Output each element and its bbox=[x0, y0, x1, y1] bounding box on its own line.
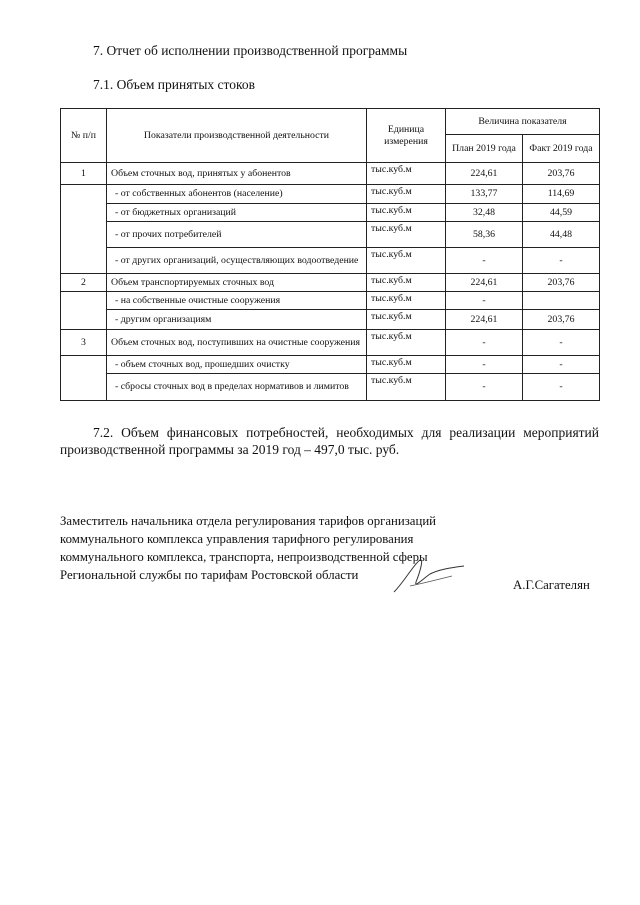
row-plan: 58,36 bbox=[446, 222, 523, 248]
header-unit: Единица измерения bbox=[367, 109, 446, 163]
table-row bbox=[61, 185, 600, 204]
row-unit: тыс.куб.м bbox=[367, 356, 446, 374]
row-plan: 224,61 bbox=[446, 310, 523, 330]
header-value-group: Величина показателя bbox=[446, 109, 600, 135]
section-heading: 7. Отчет об исполнении производственной программы bbox=[93, 43, 408, 58]
row-plan: - bbox=[446, 374, 523, 401]
row-name: - от прочих потребителей bbox=[107, 222, 367, 248]
row-fact: - bbox=[523, 248, 600, 274]
row-fact bbox=[523, 292, 600, 310]
row-name: - объем сточных вод, прошедших очистку bbox=[107, 356, 367, 374]
row-num: 3 bbox=[61, 330, 107, 356]
table-row bbox=[61, 222, 600, 248]
signatory-name: А.Г.Сагателян bbox=[513, 578, 590, 592]
row-fact: - bbox=[523, 356, 600, 374]
row-unit: тыс.куб.м bbox=[367, 204, 446, 222]
row-unit: тыс.куб.м bbox=[367, 292, 446, 310]
row-plan: - bbox=[446, 248, 523, 274]
row-num: 2 bbox=[61, 274, 107, 292]
row-unit: тыс.куб.м bbox=[367, 274, 446, 292]
table-row bbox=[61, 310, 600, 330]
row-plan: 32,48 bbox=[446, 204, 523, 222]
header-indicator: Показатели производственной деятельности bbox=[107, 109, 367, 163]
row-fact: - bbox=[523, 374, 600, 401]
subsection-heading: 7.1. Объем принятых стоков bbox=[93, 77, 255, 92]
row-name: Объем транспортируемых сточных вод bbox=[107, 274, 367, 292]
row-name: - от собственных абонентов (население) bbox=[107, 185, 367, 204]
row-unit: тыс.куб.м bbox=[367, 185, 446, 204]
row-fact: 203,76 bbox=[523, 310, 600, 330]
row-fact: 203,76 bbox=[523, 163, 600, 185]
row-unit: тыс.куб.м bbox=[367, 222, 446, 248]
row-name: - от других организаций, осуществляющих водоотведение bbox=[107, 248, 367, 274]
header-plan: План 2019 года bbox=[446, 135, 523, 163]
signatory-title: Заместитель начальника отдела регулирования тарифов организаций коммунального комплекса управления тарифного регулирования коммунального комплекса, транспорта, непроизводственной сферы Региональной службы по тарифам Ростовской области bbox=[60, 514, 437, 582]
row-fact: 203,76 bbox=[523, 274, 600, 292]
table-row bbox=[61, 374, 600, 401]
table-row bbox=[61, 292, 600, 310]
row-plan: 133,77 bbox=[446, 185, 523, 204]
row-name: Объем сточных вод, поступивших на очистные сооружения bbox=[107, 330, 367, 356]
table-row bbox=[61, 274, 600, 292]
row-name: - от бюджетных организаций bbox=[107, 204, 367, 222]
row-unit: тыс.куб.м bbox=[367, 374, 446, 401]
row-plan: - bbox=[446, 356, 523, 374]
row-name: - сбросы сточных вод в пределах нормативов и лимитов bbox=[107, 374, 367, 401]
row-name: - другим организациям bbox=[107, 310, 367, 330]
table-row bbox=[61, 248, 600, 274]
financial-needs-paragraph: 7.2. Объем финансовых потребностей, необходимых для реализации мероприятий производственной программы за 2019 год – 497,0 тыс. руб. bbox=[60, 425, 599, 457]
row-name: Объем сточных вод, принятых у абонентов bbox=[107, 163, 367, 185]
row-fact: 44,48 bbox=[523, 222, 600, 248]
table-row bbox=[61, 356, 600, 374]
stocks-table bbox=[60, 108, 600, 401]
row-unit: тыс.куб.м bbox=[367, 310, 446, 330]
row-unit: тыс.куб.м bbox=[367, 248, 446, 274]
row-num-blank bbox=[61, 292, 107, 330]
header-num: № п/п bbox=[61, 109, 107, 163]
row-plan: 224,61 bbox=[446, 274, 523, 292]
row-num-blank bbox=[61, 185, 107, 274]
row-unit: тыс.куб.м bbox=[367, 330, 446, 356]
row-unit: тыс.куб.м bbox=[367, 163, 446, 185]
handwritten-signature bbox=[390, 552, 470, 602]
row-fact: 44,59 bbox=[523, 204, 600, 222]
header-fact: Факт 2019 года bbox=[523, 135, 600, 163]
row-fact: - bbox=[523, 330, 600, 356]
table-row bbox=[61, 204, 600, 222]
row-plan: - bbox=[446, 292, 523, 310]
row-num-blank bbox=[61, 356, 107, 401]
row-name: - на собственные очистные сооружения bbox=[107, 292, 367, 310]
row-plan: - bbox=[446, 330, 523, 356]
row-num: 1 bbox=[61, 163, 107, 185]
table-row bbox=[61, 163, 600, 185]
table-row bbox=[61, 330, 600, 356]
row-plan: 224,61 bbox=[446, 163, 523, 185]
row-fact: 114,69 bbox=[523, 185, 600, 204]
